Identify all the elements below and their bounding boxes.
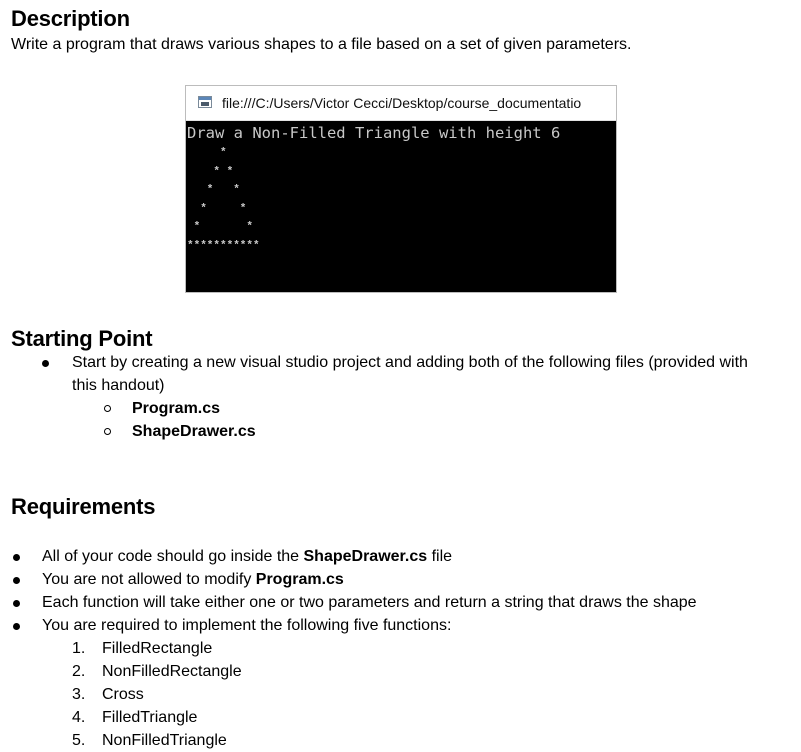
starting-point-bullet-line1: Start by creating a new visual studio project and adding both of the following files (provided with bbox=[72, 354, 748, 371]
console-window-icon bbox=[198, 96, 212, 108]
file-shapedrawer-cs: ShapeDrawer.cs bbox=[132, 423, 256, 440]
bullet-icon bbox=[13, 623, 20, 630]
sub-bullet-icon bbox=[104, 405, 111, 412]
requirement-item-2: You are not allowed to modify Program.cs bbox=[42, 571, 344, 588]
requirement-item-1: All of your code should go inside the ShapeDrawer.cs file bbox=[42, 548, 453, 565]
starting-point-heading: Starting Point bbox=[11, 326, 153, 351]
requirement-item-3: Each function will take either one or two parameters and return a string that draws the shape bbox=[42, 594, 697, 611]
function-nonfilled-rectangle: NonFilledRectangle bbox=[102, 663, 242, 680]
console-triangle-output: * * * * * * * * * *********** bbox=[187, 147, 260, 252]
bullet-icon bbox=[13, 577, 20, 584]
starting-point-bullet-line2: this handout) bbox=[72, 377, 165, 394]
function-number: 2. bbox=[72, 663, 86, 680]
function-number: 1. bbox=[72, 640, 86, 657]
description-text: Write a program that draws various shapes to a file based on a set of given parameters. bbox=[11, 36, 632, 53]
sub-bullet-icon bbox=[104, 428, 111, 435]
bullet-icon bbox=[13, 600, 20, 607]
console-titlebar bbox=[186, 86, 616, 121]
bullet-icon bbox=[42, 360, 49, 367]
console-command-line: Draw a Non-Filled Triangle with height 6 bbox=[187, 124, 561, 142]
function-filled-triangle: FilledTriangle bbox=[102, 709, 198, 726]
function-cross: Cross bbox=[102, 686, 144, 703]
function-number: 4. bbox=[72, 709, 86, 726]
function-number: 3. bbox=[72, 686, 86, 703]
requirements-heading: Requirements bbox=[11, 494, 156, 519]
requirement-item-4: You are required to implement the following five functions: bbox=[42, 617, 452, 634]
console-output bbox=[186, 121, 616, 292]
description-heading: Description bbox=[11, 6, 130, 31]
function-filled-rectangle: FilledRectangle bbox=[102, 640, 213, 657]
file-program-cs: Program.cs bbox=[132, 400, 221, 417]
function-nonfilled-triangle: NonFilledTriangle bbox=[102, 732, 227, 749]
console-window-screenshot bbox=[185, 85, 617, 293]
bullet-icon bbox=[13, 554, 20, 561]
function-number: 5. bbox=[72, 732, 86, 749]
console-title: file:///C:/Users/Victor Cecci/Desktop/course_documentatio bbox=[222, 95, 582, 111]
